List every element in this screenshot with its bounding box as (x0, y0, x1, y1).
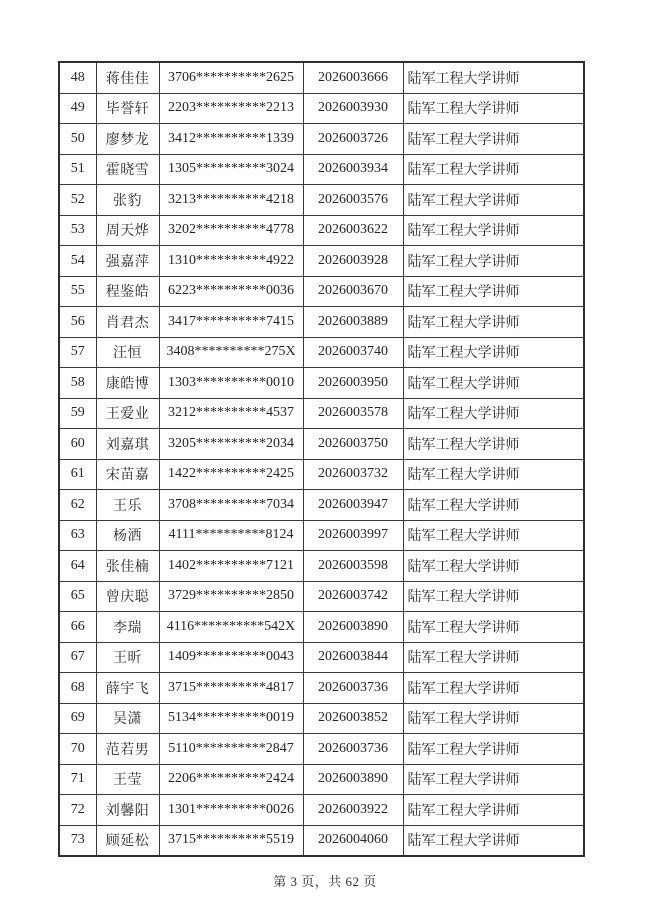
cell-name: 王爱业 (96, 398, 159, 429)
cell-position: 陆军工程大学讲师 (403, 124, 584, 155)
cell-admission-number: 2026003742 (303, 581, 403, 612)
cell-name: 吴潇 (96, 703, 159, 734)
cell-sequence-number: 61 (59, 459, 96, 490)
table-row (59, 215, 584, 246)
table-row (59, 246, 584, 277)
cell-admission-number: 2026003670 (303, 276, 403, 307)
table-body (59, 62, 584, 856)
cell-name: 王莹 (96, 764, 159, 795)
table-row (59, 703, 584, 734)
cell-position: 陆军工程大学讲师 (403, 764, 584, 795)
table-row (59, 62, 584, 93)
cell-admission-number: 2026003622 (303, 215, 403, 246)
cell-position: 陆军工程大学讲师 (403, 368, 584, 399)
cell-position: 陆军工程大学讲师 (403, 429, 584, 460)
cell-admission-number: 2026003666 (303, 62, 403, 93)
page-number-footer: 第 3 页，共 62 页 (273, 874, 377, 889)
table-row (59, 337, 584, 368)
cell-position: 陆军工程大学讲师 (403, 154, 584, 185)
cell-sequence-number: 48 (59, 62, 96, 93)
cell-sequence-number: 56 (59, 307, 96, 338)
cell-sequence-number: 51 (59, 154, 96, 185)
cell-sequence-number: 66 (59, 612, 96, 643)
table-row (59, 612, 584, 643)
table-row (59, 93, 584, 124)
cell-position: 陆军工程大学讲师 (403, 581, 584, 612)
cell-sequence-number: 57 (59, 337, 96, 368)
cell-id-number: 3205**********2034 (159, 429, 303, 460)
cell-position: 陆军工程大学讲师 (403, 276, 584, 307)
cell-sequence-number: 55 (59, 276, 96, 307)
table-row (59, 764, 584, 795)
cell-sequence-number: 59 (59, 398, 96, 429)
cell-name: 杨洒 (96, 520, 159, 551)
cell-name: 曾庆聪 (96, 581, 159, 612)
cell-admission-number: 2026003578 (303, 398, 403, 429)
cell-name: 薛宇飞 (96, 673, 159, 704)
table-row (59, 642, 584, 673)
cell-sequence-number: 68 (59, 673, 96, 704)
cell-position: 陆军工程大学讲师 (403, 215, 584, 246)
cell-admission-number: 2026003736 (303, 673, 403, 704)
table-row (59, 459, 584, 490)
table-row (59, 398, 584, 429)
cell-id-number: 1310**********4922 (159, 246, 303, 277)
cell-admission-number: 2026003736 (303, 734, 403, 765)
cell-admission-number: 2026003890 (303, 764, 403, 795)
cell-admission-number: 2026003997 (303, 520, 403, 551)
cell-id-number: 2206**********2424 (159, 764, 303, 795)
cell-name: 李瑞 (96, 612, 159, 643)
cell-position: 陆军工程大学讲师 (403, 520, 584, 551)
cell-admission-number: 2026003576 (303, 185, 403, 216)
cell-admission-number: 2026003852 (303, 703, 403, 734)
cell-position: 陆军工程大学讲师 (403, 673, 584, 704)
cell-id-number: 1303**********0010 (159, 368, 303, 399)
cell-name: 廖梦龙 (96, 124, 159, 155)
cell-sequence-number: 60 (59, 429, 96, 460)
cell-name: 张豹 (96, 185, 159, 216)
cell-position: 陆军工程大学讲师 (403, 185, 584, 216)
cell-id-number: 1301**********0026 (159, 795, 303, 826)
cell-id-number: 3408**********275X (159, 337, 303, 368)
cell-id-number: 3202**********4778 (159, 215, 303, 246)
cell-name: 康皓博 (96, 368, 159, 399)
table-row (59, 276, 584, 307)
cell-name: 霍晓雪 (96, 154, 159, 185)
table-row (59, 368, 584, 399)
table-row (59, 734, 584, 765)
cell-id-number: 6223**********0036 (159, 276, 303, 307)
cell-sequence-number: 58 (59, 368, 96, 399)
cell-name: 周天烨 (96, 215, 159, 246)
cell-admission-number: 2026003922 (303, 795, 403, 826)
cell-sequence-number: 70 (59, 734, 96, 765)
cell-id-number: 1402**********7121 (159, 551, 303, 582)
cell-id-number: 4111**********8124 (159, 520, 303, 551)
cell-id-number: 3417**********7415 (159, 307, 303, 338)
cell-name: 张佳楠 (96, 551, 159, 582)
cell-admission-number: 2026003750 (303, 429, 403, 460)
cell-name: 刘馨阳 (96, 795, 159, 826)
cell-admission-number: 2026003740 (303, 337, 403, 368)
table-row (59, 551, 584, 582)
cell-name: 宋苗嘉 (96, 459, 159, 490)
cell-sequence-number: 50 (59, 124, 96, 155)
cell-id-number: 2203**********2213 (159, 93, 303, 124)
cell-admission-number: 2026003947 (303, 490, 403, 521)
cell-position: 陆军工程大学讲师 (403, 734, 584, 765)
cell-name: 王乐 (96, 490, 159, 521)
cell-admission-number: 2026003930 (303, 93, 403, 124)
cell-id-number: 3708**********7034 (159, 490, 303, 521)
cell-position: 陆军工程大学讲师 (403, 459, 584, 490)
table-row (59, 520, 584, 551)
table-row (59, 185, 584, 216)
cell-sequence-number: 53 (59, 215, 96, 246)
cell-position: 陆军工程大学讲师 (403, 703, 584, 734)
cell-position: 陆军工程大学讲师 (403, 93, 584, 124)
cell-id-number: 3715**********4817 (159, 673, 303, 704)
cell-position: 陆军工程大学讲师 (403, 490, 584, 521)
cell-admission-number: 2026003890 (303, 612, 403, 643)
cell-sequence-number: 65 (59, 581, 96, 612)
cell-sequence-number: 73 (59, 825, 96, 856)
cell-name: 刘嘉琪 (96, 429, 159, 460)
table-row (59, 429, 584, 460)
cell-name: 肖君杰 (96, 307, 159, 338)
table-row (59, 673, 584, 704)
cell-position: 陆军工程大学讲师 (403, 62, 584, 93)
cell-id-number: 3213**********4218 (159, 185, 303, 216)
cell-sequence-number: 69 (59, 703, 96, 734)
cell-id-number: 5110**********2847 (159, 734, 303, 765)
cell-position: 陆军工程大学讲师 (403, 246, 584, 277)
roster-table (58, 61, 585, 857)
cell-admission-number: 2026004060 (303, 825, 403, 856)
cell-admission-number: 2026003889 (303, 307, 403, 338)
cell-position: 陆军工程大学讲师 (403, 337, 584, 368)
cell-name: 强嘉萍 (96, 246, 159, 277)
table-row (59, 795, 584, 826)
cell-name: 蒋佳佳 (96, 62, 159, 93)
cell-name: 范若男 (96, 734, 159, 765)
cell-admission-number: 2026003934 (303, 154, 403, 185)
cell-position: 陆军工程大学讲师 (403, 398, 584, 429)
cell-position: 陆军工程大学讲师 (403, 612, 584, 643)
cell-name: 程鉴皓 (96, 276, 159, 307)
cell-id-number: 1422**********2425 (159, 459, 303, 490)
cell-id-number: 1409**********0043 (159, 642, 303, 673)
cell-position: 陆军工程大学讲师 (403, 642, 584, 673)
cell-position: 陆军工程大学讲师 (403, 825, 584, 856)
table-row (59, 307, 584, 338)
cell-sequence-number: 49 (59, 93, 96, 124)
cell-sequence-number: 54 (59, 246, 96, 277)
cell-id-number: 3715**********5519 (159, 825, 303, 856)
cell-sequence-number: 72 (59, 795, 96, 826)
cell-id-number: 1305**********3024 (159, 154, 303, 185)
table-row (59, 825, 584, 856)
cell-name: 顾延松 (96, 825, 159, 856)
table-row (59, 490, 584, 521)
cell-admission-number: 2026003928 (303, 246, 403, 277)
cell-name: 毕誉轩 (96, 93, 159, 124)
table-row (59, 154, 584, 185)
cell-sequence-number: 63 (59, 520, 96, 551)
cell-admission-number: 2026003598 (303, 551, 403, 582)
cell-position: 陆军工程大学讲师 (403, 551, 584, 582)
cell-id-number: 3729**********2850 (159, 581, 303, 612)
cell-sequence-number: 62 (59, 490, 96, 521)
table-row (59, 581, 584, 612)
cell-sequence-number: 71 (59, 764, 96, 795)
table-row (59, 124, 584, 155)
cell-sequence-number: 67 (59, 642, 96, 673)
cell-id-number: 4116**********542X (159, 612, 303, 643)
cell-admission-number: 2026003726 (303, 124, 403, 155)
cell-sequence-number: 52 (59, 185, 96, 216)
cell-name: 王昕 (96, 642, 159, 673)
cell-id-number: 3412**********1339 (159, 124, 303, 155)
cell-admission-number: 2026003950 (303, 368, 403, 399)
cell-id-number: 3212**********4537 (159, 398, 303, 429)
cell-id-number: 3706**********2625 (159, 62, 303, 93)
cell-sequence-number: 64 (59, 551, 96, 582)
cell-admission-number: 2026003844 (303, 642, 403, 673)
cell-position: 陆军工程大学讲师 (403, 307, 584, 338)
cell-position: 陆军工程大学讲师 (403, 795, 584, 826)
cell-id-number: 5134**********0019 (159, 703, 303, 734)
cell-name: 汪恒 (96, 337, 159, 368)
cell-admission-number: 2026003732 (303, 459, 403, 490)
